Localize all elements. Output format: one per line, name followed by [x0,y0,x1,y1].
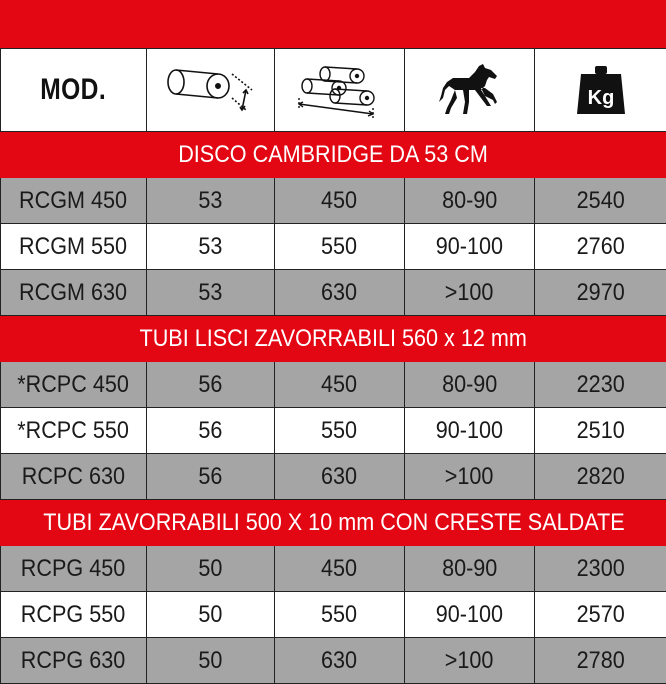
section-title: DISCO CAMBRIDGE DA 53 CM [179,141,489,169]
roller-diameter-icon [156,60,266,120]
table-row [1,178,666,224]
table-row [1,546,666,592]
diameter-cell [147,408,275,454]
width-value: 630 [321,647,357,675]
model-column-label: MOD. [41,73,107,107]
hp-value: 90-100 [436,601,503,629]
weight-value: 2230 [576,371,624,399]
weight-value: 2510 [576,417,624,445]
width-cell [275,224,405,270]
section-title-cell [1,132,666,178]
width-value: 550 [321,601,357,629]
table-row [1,408,666,454]
model-cell [1,592,147,638]
weight-cell [535,638,666,684]
diameter-cell [147,178,275,224]
section-header-row [1,500,666,546]
diameter-cell [147,592,275,638]
table-row [1,362,666,408]
diameter-value: 53 [198,187,222,215]
width-cell [275,178,405,224]
section-title: TUBI LISCI ZAVORRABILI 560 x 12 mm [140,325,527,353]
hp-cell [405,224,535,270]
diameter-value: 53 [198,233,222,261]
width-value: 450 [321,187,357,215]
table-row [1,592,666,638]
model-cell [1,270,147,316]
hp-value: 90-100 [436,417,503,445]
hp-cell [405,546,535,592]
width-value: 550 [321,233,357,261]
weight-cell [535,408,666,454]
hp-value: 80-90 [442,555,497,583]
width-cell [275,546,405,592]
header-width-cell [275,49,405,132]
diameter-value: 56 [198,371,222,399]
model-value: RCPG 550 [21,601,125,629]
hp-value: >100 [445,647,494,675]
model-cell [1,178,147,224]
table-row [1,270,666,316]
diameter-cell [147,270,275,316]
table-row [1,224,666,270]
diameter-cell [147,224,275,270]
table-row [1,638,666,684]
model-value: RCGM 450 [19,187,127,215]
weight-cell [535,178,666,224]
weight-value: 2760 [576,233,624,261]
weight-value: 2820 [576,463,624,491]
model-cell [1,362,147,408]
weight-value: 2780 [576,647,624,675]
hp-value: >100 [445,279,494,307]
model-value: RCGM 550 [19,233,127,261]
diameter-value: 50 [198,555,222,583]
model-cell [1,408,147,454]
model-value: RCPC 630 [22,463,125,491]
width-value: 450 [321,555,357,583]
section-title-cell [1,500,666,546]
working-width-icon [285,60,395,120]
horse-power-icon [435,62,505,118]
top-red-bar [0,0,666,48]
weight-unit-label: Kg [587,87,614,109]
hp-value: 90-100 [436,233,503,261]
model-value: *RCPC 450 [18,371,130,399]
model-cell [1,546,147,592]
section-header-row [1,316,666,362]
diameter-cell [147,454,275,500]
model-cell [1,638,147,684]
header-weight-cell [535,49,666,132]
weight-cell [535,224,666,270]
weight-cell [535,546,666,592]
width-value: 550 [321,417,357,445]
width-value: 630 [321,279,357,307]
weight-value: 2570 [576,601,624,629]
hp-cell [405,270,535,316]
model-value: RCPG 450 [21,555,125,583]
model-cell [1,224,147,270]
width-value: 450 [321,371,357,399]
header-hp-cell [405,49,535,132]
header-model-cell [1,49,147,132]
width-cell [275,408,405,454]
section-header-row [1,132,666,178]
diameter-cell [147,638,275,684]
table-row [1,454,666,500]
hp-value: >100 [445,463,494,491]
diameter-value: 50 [198,601,222,629]
header-row [1,49,666,132]
hp-cell [405,362,535,408]
hp-value: 80-90 [442,371,497,399]
weight-cell [535,362,666,408]
weight-value: 2300 [576,555,624,583]
weight-cell [535,270,666,316]
hp-value: 80-90 [442,187,497,215]
section-title: TUBI ZAVORRABILI 500 X 10 mm CON CRESTE SALDATE [43,509,624,537]
width-cell [275,638,405,684]
weight-value: 2540 [576,187,624,215]
model-value: *RCPC 550 [18,417,130,445]
weight-cell [535,454,666,500]
diameter-cell [147,546,275,592]
diameter-value: 53 [198,279,222,307]
width-cell [275,362,405,408]
diameter-value: 50 [198,647,222,675]
diameter-value: 56 [198,417,222,445]
hp-cell [405,408,535,454]
width-cell [275,270,405,316]
diameter-value: 56 [198,463,222,491]
hp-cell [405,638,535,684]
spec-table [0,48,666,684]
hp-cell [405,178,535,224]
section-title-cell [1,316,666,362]
weight-cell [535,592,666,638]
model-value: RCGM 630 [19,279,127,307]
header-diameter-cell [147,49,275,132]
hp-cell [405,454,535,500]
hp-cell [405,592,535,638]
width-cell [275,592,405,638]
width-cell [275,454,405,500]
weight-kg-icon [571,62,631,118]
diameter-cell [147,362,275,408]
width-value: 630 [321,463,357,491]
model-cell [1,454,147,500]
model-value: RCPG 630 [21,647,125,675]
weight-value: 2970 [576,279,624,307]
